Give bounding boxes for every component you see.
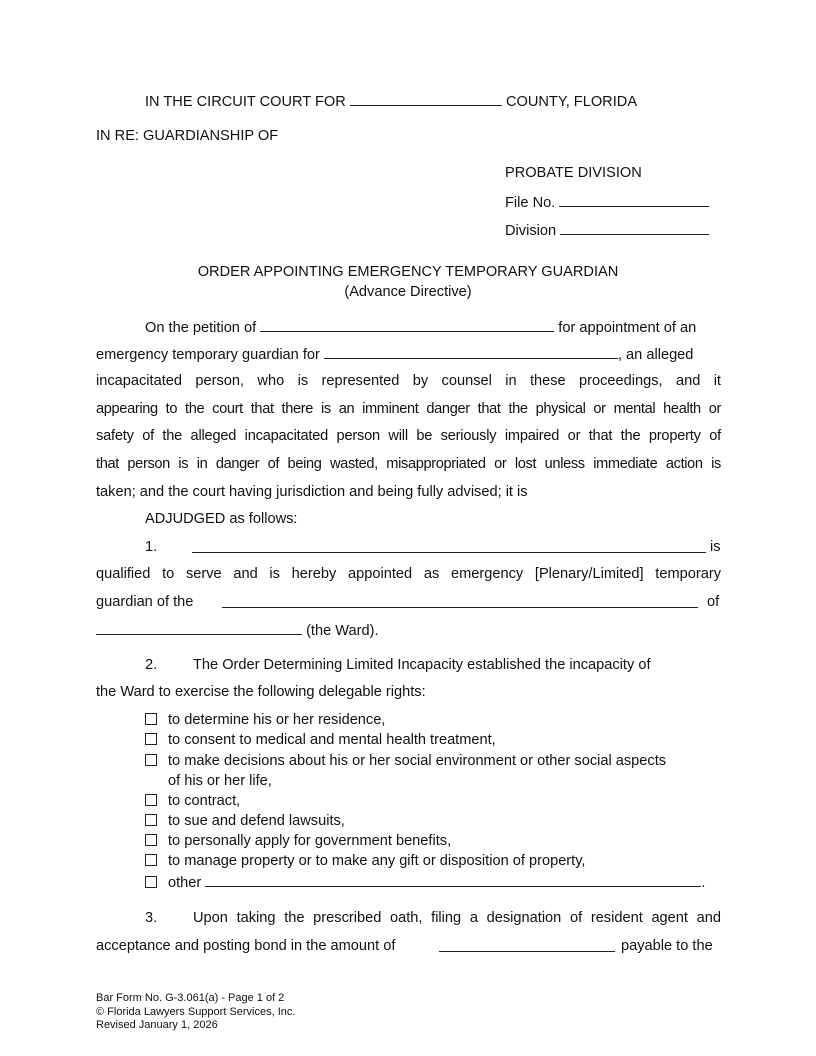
checkbox-property[interactable] [145, 854, 157, 866]
footer-form-number: Bar Form No. G-3.061(a) - Page 1 of 2 [96, 992, 285, 1004]
intro-line-3: incapacitated person, who is represented by counsel in these proceedings, and it [96, 373, 721, 389]
para1-line-3b: of [707, 594, 720, 610]
right-item-residence: to determine his or her residence, [145, 711, 385, 729]
para1-number: 1. [145, 539, 158, 555]
intro-line-2: emergency temporary guardian for , an alleged [96, 344, 693, 364]
para2-number: 2. [145, 657, 158, 673]
para1-line-3a: guardian of the [96, 594, 194, 610]
para3-number: 3. [145, 910, 158, 926]
file-no-line [505, 192, 709, 212]
right-item-property: to manage property or to make any gift or disposition of property, [145, 852, 586, 870]
adjudged-line: ADJUDGED as follows: [145, 511, 298, 527]
checkbox-residence[interactable] [145, 713, 157, 725]
para3-line-2a: acceptance and posting bond in the amount of [96, 938, 396, 954]
division-line [505, 220, 709, 240]
checkbox-benefits[interactable] [145, 834, 157, 846]
file-no-label: File No. [505, 195, 556, 211]
guardian-name-field[interactable] [192, 538, 706, 553]
ward-name-field[interactable] [96, 620, 302, 635]
court-line [145, 91, 637, 111]
checkbox-contract[interactable] [145, 794, 157, 806]
probate-division: PROBATE DIVISION [505, 165, 642, 181]
in-re-line: IN RE: GUARDIANSHIP OF [96, 128, 279, 144]
para1-line-4: (the Ward). [96, 620, 379, 640]
county-field[interactable] [350, 91, 502, 106]
right-item-lawsuits: to sue and defend lawsuits, [145, 812, 345, 830]
para2-line-1: The Order Determining Limited Incapacity established the incapacity of [193, 657, 651, 673]
para3-line-1: Upon taking the prescribed oath, filing a designation of resident agent and [193, 910, 721, 926]
right-item-benefits: to personally apply for government benefits, [145, 832, 451, 850]
other-right-field[interactable] [205, 872, 701, 887]
checkbox-social[interactable] [145, 754, 157, 766]
right-item-contract: to contract, [145, 792, 240, 810]
checkbox-medical[interactable] [145, 733, 157, 745]
petitioner-field[interactable] [260, 317, 554, 332]
right-item-medical: to consent to medical and mental health treatment, [145, 731, 496, 749]
para2-line-2: the Ward to exercise the following delegable rights: [96, 684, 426, 700]
intro-line-5: safety of the alleged incapacitated person will be seriously impaired or that the property of [96, 428, 721, 444]
county-suffix: COUNTY, FLORIDA [505, 94, 638, 110]
checkbox-other[interactable] [145, 876, 157, 888]
para1-line-2: qualified to serve and is hereby appointed as emergency [Plenary/Limited] temporary [96, 566, 721, 582]
right-item-social-cont: of his or her life, [168, 773, 272, 789]
intro-line-1: On the petition of for appointment of an [145, 317, 696, 337]
footer-copyright: © Florida Lawyers Support Services, Inc. [96, 1005, 296, 1018]
document-title: ORDER APPOINTING EMERGENCY TEMPORARY GUARDIAN [197, 264, 619, 280]
para1-is: is [710, 539, 721, 555]
intro-line-6: that person is in danger of being wasted, misappropriated or lost unless immediate action is [96, 456, 721, 472]
court-prefix: IN THE CIRCUIT COURT FOR [145, 94, 346, 110]
intro-line-7: taken; and the court having jurisdiction and being fully advised; it is [96, 484, 528, 500]
intro-line-4: appearing to the court that there is an imminent danger that the physical or mental health or [96, 401, 721, 417]
guardian-of-field[interactable] [222, 593, 698, 608]
para3-line-2b: payable to the [621, 938, 713, 954]
division-label: Division [505, 223, 557, 239]
incapacitated-person-field[interactable] [324, 344, 618, 359]
footer-revised: Revised January 1, 2026 [96, 1019, 218, 1031]
checkbox-lawsuits[interactable] [145, 814, 157, 826]
right-item-other: other . [145, 872, 705, 892]
file-no-field[interactable] [559, 192, 709, 207]
right-item-social: to make decisions about his or her social environment or other social aspects [145, 752, 666, 770]
division-field[interactable] [560, 220, 709, 235]
document-subtitle: (Advance Directive) [344, 284, 472, 300]
bond-amount-field[interactable] [439, 937, 615, 952]
